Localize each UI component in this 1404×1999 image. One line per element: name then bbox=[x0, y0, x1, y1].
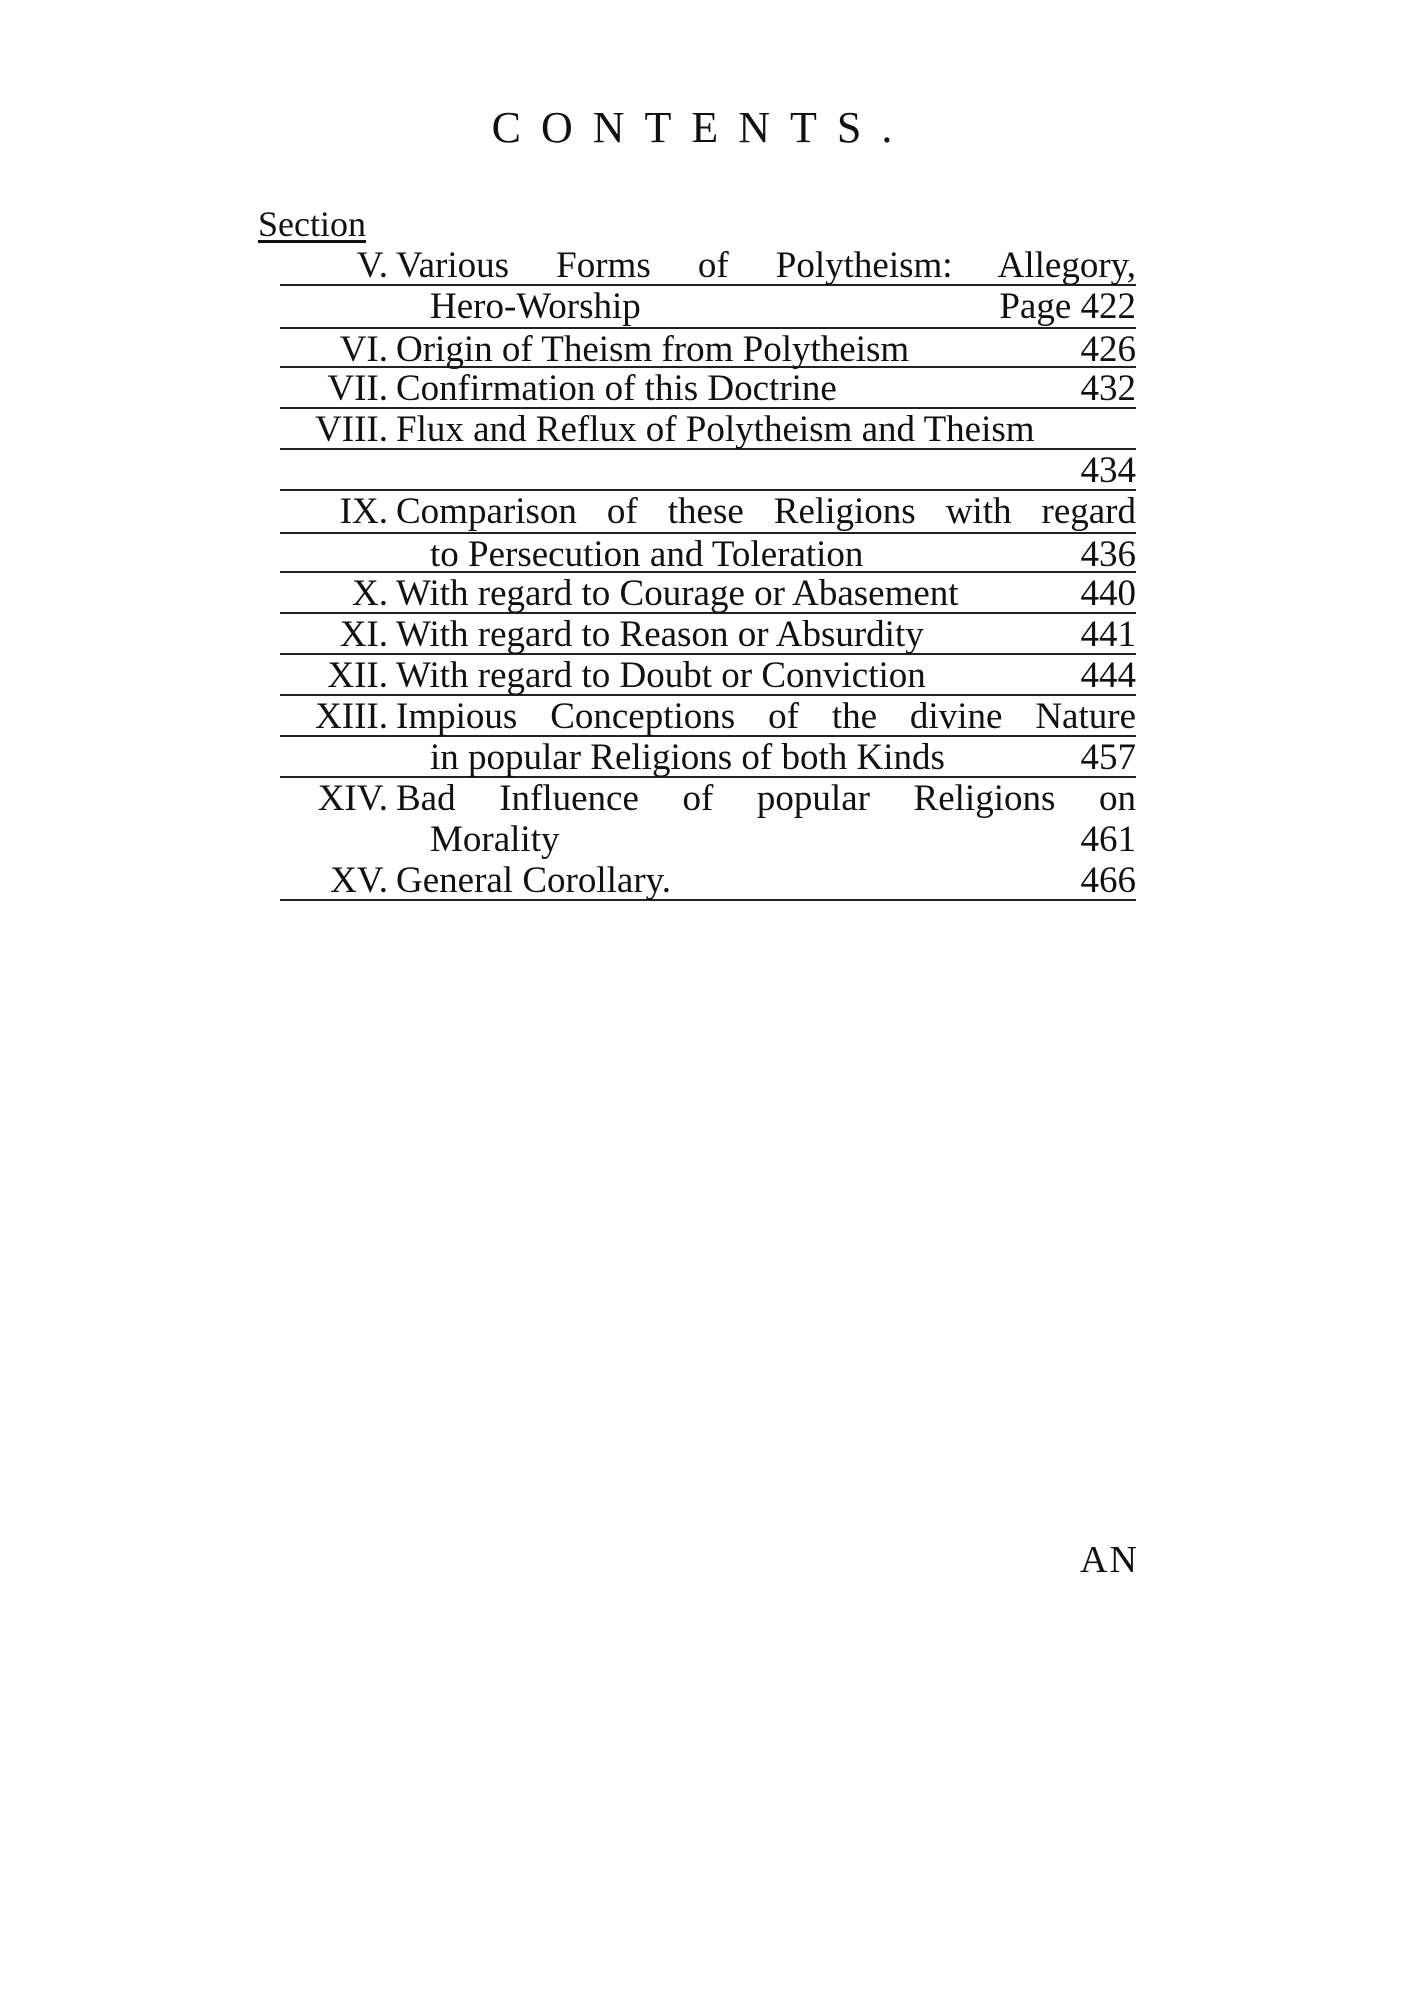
section-number: IX. bbox=[339, 491, 388, 532]
section-number: VII. bbox=[327, 368, 388, 409]
section-title: Morality bbox=[430, 819, 560, 860]
toc-entry bbox=[280, 696, 1136, 737]
section-title: Comparison of these Religions with regard bbox=[396, 491, 1136, 532]
page-number: 426 bbox=[1080, 329, 1136, 370]
section-number: XIV. bbox=[317, 778, 388, 819]
toc-entry bbox=[280, 819, 1136, 860]
section-number: VI. bbox=[339, 329, 388, 370]
section-title: Hero-Worship bbox=[430, 286, 641, 327]
section-title: With regard to Reason or Absurdity bbox=[396, 614, 924, 655]
page-number: 434 bbox=[1080, 450, 1136, 491]
toc-entry bbox=[280, 327, 1136, 368]
section-title: Bad Influence of popular Religions on bbox=[396, 778, 1136, 819]
section-number: XIII. bbox=[315, 696, 388, 737]
section-title: Origin of Theism from Polytheism bbox=[396, 329, 910, 370]
section-title: Various Forms of Polytheism: Allegory, bbox=[396, 245, 1136, 286]
section-number: V. bbox=[356, 245, 388, 286]
page-title: CONTENTS. bbox=[491, 103, 913, 152]
page-number: 444 bbox=[1080, 655, 1136, 696]
section-number: XI. bbox=[339, 614, 388, 655]
section-number: XV. bbox=[330, 860, 388, 901]
toc-entry bbox=[280, 368, 1136, 409]
toc-entry bbox=[280, 286, 1136, 327]
toc-entry bbox=[280, 860, 1136, 901]
page-number: 432 bbox=[1080, 368, 1136, 409]
toc-entry bbox=[280, 450, 1136, 491]
page-number: Page 422 bbox=[999, 286, 1136, 327]
section-title: General Corollary. bbox=[396, 860, 671, 901]
section-title: Confirmation of this Doctrine bbox=[396, 368, 837, 409]
toc-entry bbox=[280, 532, 1136, 573]
page-number: 436 bbox=[1080, 534, 1136, 575]
toc-entry bbox=[280, 778, 1136, 819]
catchword: AN bbox=[1080, 1539, 1139, 1581]
toc-entry bbox=[280, 614, 1136, 655]
section-title: to Persecution and Toleration bbox=[430, 534, 864, 575]
table-of-contents bbox=[280, 245, 1136, 901]
section-number: VIII. bbox=[315, 409, 388, 450]
page-number: 457 bbox=[1080, 737, 1136, 778]
page-number: 466 bbox=[1080, 860, 1136, 901]
toc-entry bbox=[280, 737, 1136, 778]
section-title: in popular Religions of both Kinds bbox=[430, 737, 945, 778]
toc-entry bbox=[280, 655, 1136, 696]
section-title: With regard to Doubt or Conviction bbox=[396, 655, 926, 696]
section-number: X. bbox=[352, 573, 388, 614]
section-heading: Section bbox=[258, 204, 366, 244]
page-number: 461 bbox=[1080, 819, 1136, 860]
page-number: 440 bbox=[1080, 573, 1136, 614]
section-title: Impious Conceptions of the divine Nature bbox=[396, 696, 1136, 737]
section-number: XII. bbox=[327, 655, 388, 696]
section-title: Flux and Reflux of Polytheism and Theism bbox=[396, 409, 1035, 450]
toc-entry bbox=[280, 245, 1136, 286]
toc-entry bbox=[280, 409, 1136, 450]
toc-entry bbox=[280, 573, 1136, 614]
toc-entry bbox=[280, 491, 1136, 532]
section-title: With regard to Courage or Abasement bbox=[396, 573, 959, 614]
page-number: 441 bbox=[1080, 614, 1136, 655]
